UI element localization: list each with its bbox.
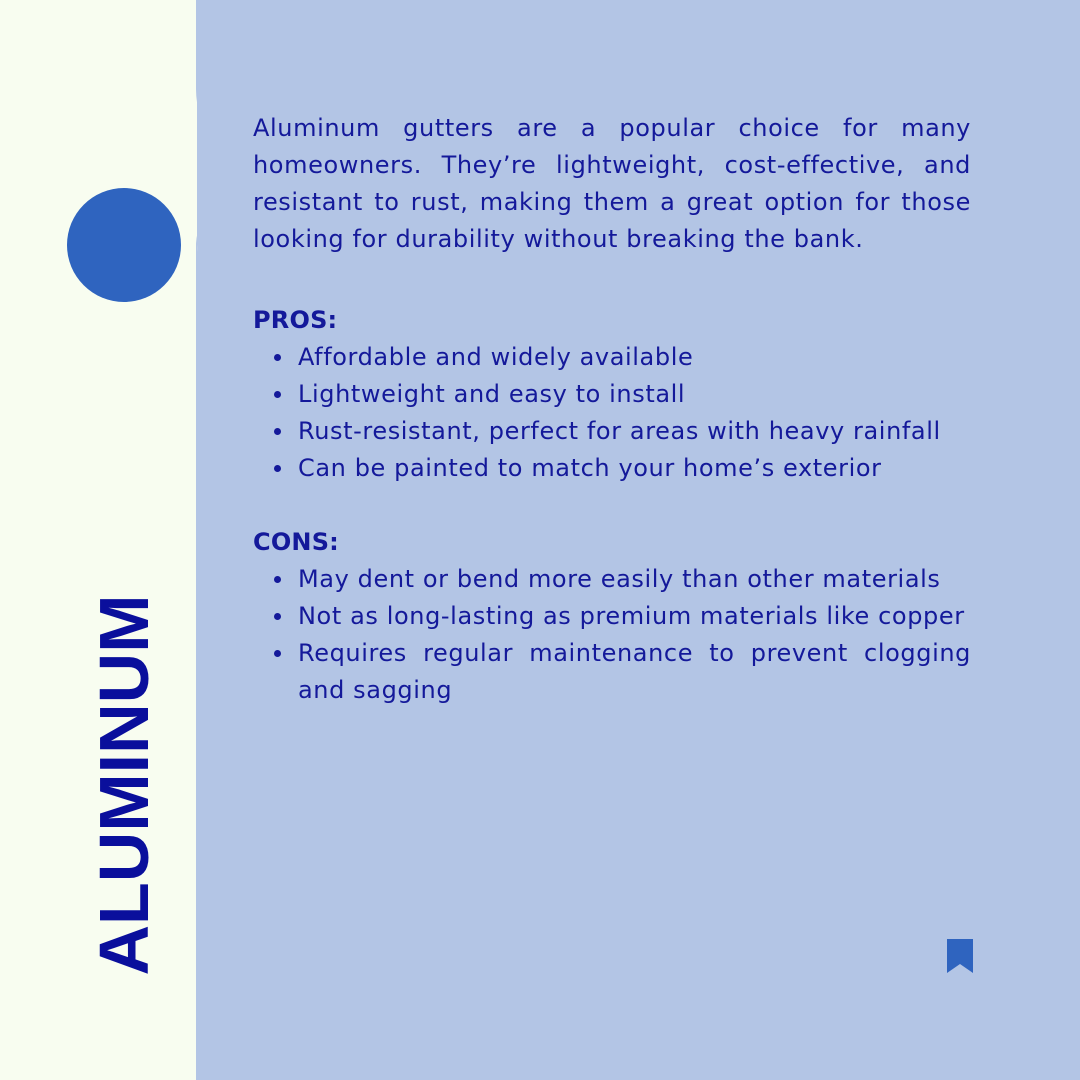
list-item: Affordable and widely available [298, 339, 971, 376]
pros-list [253, 339, 971, 487]
list-item: Requires regular maintenance to prevent clogging and sagging [298, 635, 971, 709]
list-item: May dent or bend more easily than other materials [298, 561, 971, 598]
list-item: Can be painted to match your home’s exterior [298, 450, 971, 487]
cons-heading: CONS: [253, 528, 339, 556]
bookmark-icon[interactable] [947, 939, 973, 973]
list-item: Rust-resistant, perfect for areas with heavy rainfall [298, 413, 971, 450]
list-item: Lightweight and easy to install [298, 376, 971, 413]
intro-paragraph: Aluminum gutters are a popular choice for many homeowners. They’re lightweight, cost-effective, and resistant to rust, making them a great option for those looking for durability without breaking the bank. [253, 114, 971, 253]
pros-heading: PROS: [253, 306, 338, 334]
list-item: Not as long-lasting as premium materials like copper [298, 598, 971, 635]
cons-list [253, 561, 971, 709]
page-title: ALUMINUM [85, 594, 163, 976]
article-body [253, 110, 971, 709]
circle-shape [67, 188, 181, 302]
